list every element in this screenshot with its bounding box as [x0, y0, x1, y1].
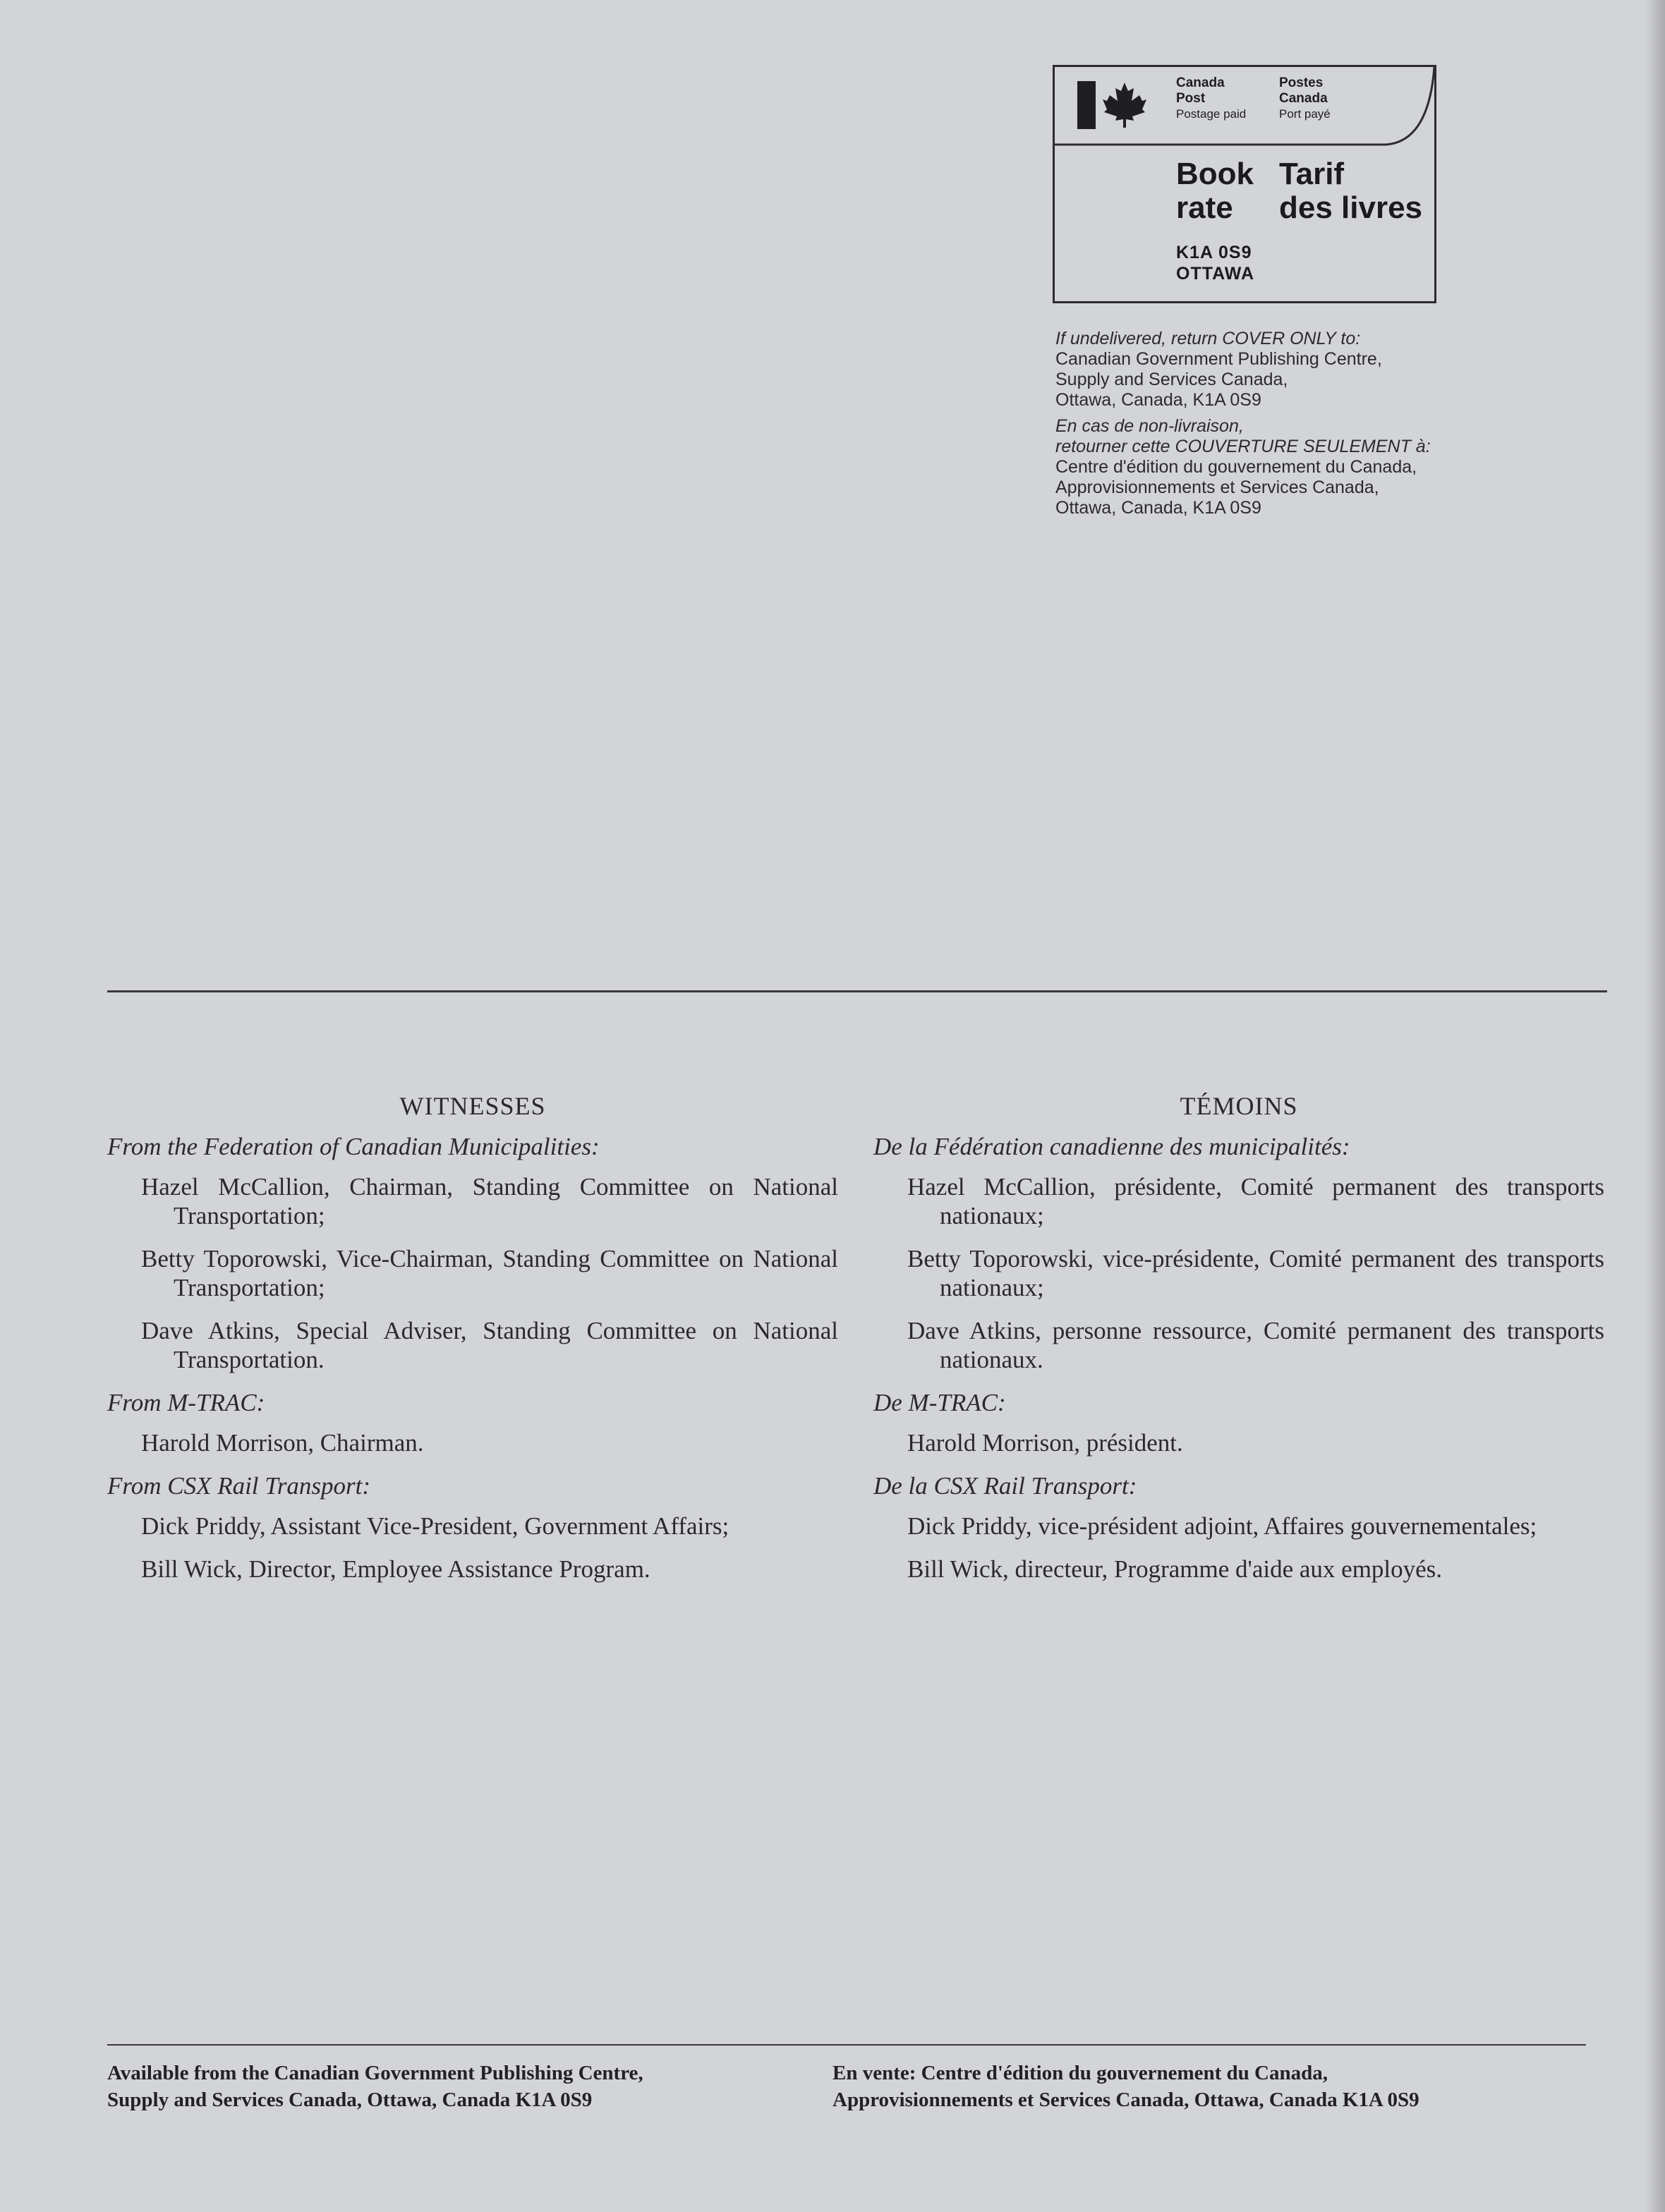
maple-leaf-icon — [1101, 80, 1148, 129]
tarif-label: Tarif — [1279, 157, 1345, 191]
witnesses-heading: WITNESSES — [399, 1092, 546, 1120]
return-en-line4: Ottawa, Canada, K1A 0S9 — [1055, 390, 1261, 410]
return-fr-line3: Centre d'édition du gouvernement du Canada, — [1055, 457, 1417, 477]
org-name: De la CSX Rail Transport: — [873, 1472, 1137, 1500]
witness-entry: Harold Morrison, Chairman. — [141, 1429, 424, 1457]
book-rate-fr — [1279, 157, 1422, 225]
book-rate-en — [1176, 157, 1254, 225]
return-fr-line5: Ottawa, Canada, K1A 0S9 — [1055, 498, 1261, 518]
flag-bar-icon — [1077, 81, 1096, 129]
section-divider — [107, 990, 1607, 992]
witness-entry: Dick Priddy, Assistant Vice-President, Government Affairs; — [141, 1512, 729, 1540]
witnesses-fr-column — [873, 1092, 1604, 1598]
canada-fr-label: Canada — [1279, 91, 1328, 106]
witness-entry: Dave Atkins, Special Adviser, Standing Committee on National Transportation. — [141, 1317, 838, 1373]
org-name: De la Fédération canadienne des municipalités: — [873, 1133, 1350, 1160]
footer-en — [107, 2060, 643, 2113]
canada-en-label: Canada — [1176, 75, 1225, 90]
return-fr-line2: retourner cette COUVERTURE SEULEMENT à: — [1055, 437, 1431, 456]
postal-code: K1A 0S9 — [1176, 243, 1252, 262]
return-notice — [1055, 329, 1563, 524]
witness-entry: Harold Morrison, président. — [907, 1429, 1183, 1457]
footer-fr-line2: Approvisionnements et Services Canada, Ottawa, Canada K1A 0S9 — [832, 2089, 1419, 2111]
witness-entry: Bill Wick, directeur, Programme d'aide aux employés. — [907, 1555, 1443, 1583]
witness-entry: Betty Toporowski, vice-présidente, Comité permanent des transports nationaux; — [907, 1245, 1604, 1301]
return-en-line1: If undelivered, return COVER ONLY to: — [1055, 329, 1361, 348]
postage-indicia — [1053, 65, 1436, 303]
page-edge-shadow — [1645, 0, 1665, 2212]
footer-fr-line1: En vente: Centre d'édition du gouvernement du Canada, — [832, 2062, 1328, 2084]
footer-divider — [107, 2044, 1586, 2046]
postes-fr-label: Postes — [1279, 75, 1324, 90]
port-paye-label: Port payé — [1279, 107, 1331, 121]
footer-fr — [832, 2060, 1419, 2113]
witness-entry: Hazel McCallion, présidente, Comité permanent des transports nationaux; — [907, 1173, 1604, 1229]
org-name: From M-TRAC: — [107, 1389, 265, 1416]
post-en-label: Post — [1176, 91, 1206, 106]
book-label: Book — [1176, 157, 1254, 191]
witnesses-en-column — [107, 1092, 838, 1598]
witness-entry: Betty Toporowski, Vice-Chairman, Standing Committee on National Transportation; — [141, 1245, 838, 1301]
witness-entry: Hazel McCallion, Chairman, Standing Committee on National Transportation; — [141, 1173, 838, 1229]
footer-en-line2: Supply and Services Canada, Ottawa, Canada K1A 0S9 — [107, 2089, 593, 2111]
temoins-heading: TÉMOINS — [1180, 1092, 1298, 1120]
return-notice-en — [1055, 329, 1563, 411]
witness-entry: Bill Wick, Director, Employee Assistance Program. — [141, 1555, 650, 1583]
city: OTTAWA — [1176, 264, 1255, 284]
return-notice-fr — [1055, 416, 1563, 518]
org-name: From the Federation of Canadian Municipalities: — [107, 1133, 600, 1160]
indicia-fr-labels — [1279, 75, 1331, 122]
org-name: From CSX Rail Transport: — [107, 1472, 371, 1500]
indicia-address — [1176, 242, 1254, 284]
org-name: De M-TRAC: — [873, 1389, 1006, 1416]
footer-en-line1: Available from the Canadian Government Publishing Centre, — [107, 2062, 643, 2084]
rate-label: rate — [1176, 190, 1233, 225]
postage-paid-label: Postage paid — [1176, 107, 1247, 121]
return-en-line2: Canadian Government Publishing Centre, — [1055, 349, 1382, 369]
return-fr-line4: Approvisionnements et Services Canada, — [1055, 478, 1379, 497]
return-fr-line1: En cas de non-livraison, — [1055, 416, 1244, 436]
witness-entry: Dick Priddy, vice-président adjoint, Affaires gouvernementales; — [907, 1512, 1537, 1540]
indicia-en-labels — [1176, 75, 1246, 122]
des-livres-label: des livres — [1279, 190, 1423, 225]
return-en-line3: Supply and Services Canada, — [1055, 370, 1288, 389]
witness-entry: Dave Atkins, personne ressource, Comité permanent des transports nationaux. — [907, 1317, 1604, 1373]
